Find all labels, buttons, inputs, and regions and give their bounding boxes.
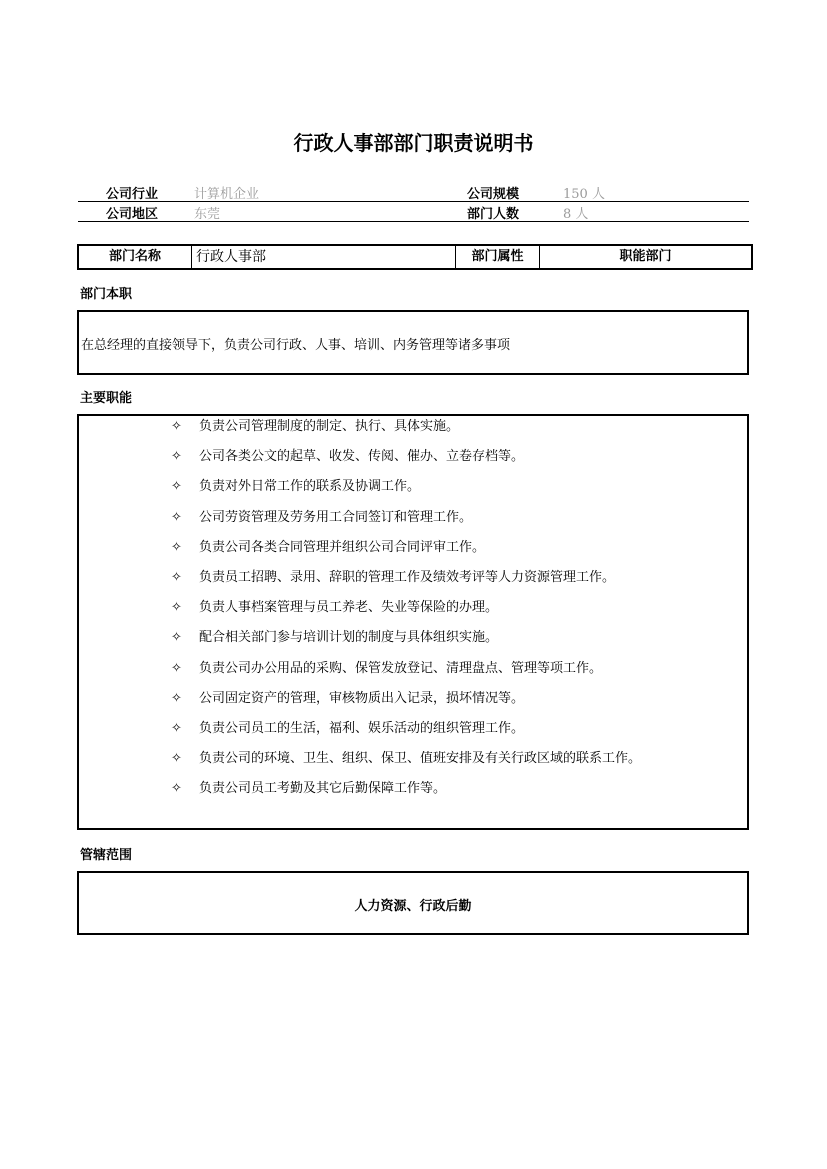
function-item-text: 负责员工招聘、录用、辞职的管理工作及绩效考评等人力资源管理工作。 — [199, 569, 616, 585]
diamond-bullet-icon: ✧ — [171, 690, 182, 706]
function-item-text: 负责人事档案管理与员工养老、失业等保险的办理。 — [199, 600, 499, 616]
diamond-bullet-icon: ✧ — [171, 539, 182, 555]
diamond-bullet-icon: ✧ — [171, 600, 182, 616]
function-item-text: 公司固定资产的管理，审核物质出入记录，损坏情况等。 — [199, 690, 525, 706]
function-item-text: 负责对外日常工作的联系及协调工作。 — [199, 479, 421, 495]
scale-label: 公司规模 — [467, 187, 520, 202]
functions-list — [171, 417, 641, 809]
function-item — [171, 628, 641, 658]
function-item — [171, 508, 641, 538]
scope-text: 人力资源、行政后勤 — [354, 899, 472, 914]
function-item-text: 公司各类公文的起草、收发、传阅、催办、立卷存档等。 — [199, 449, 525, 465]
function-item — [171, 447, 641, 477]
diamond-bullet-icon: ✧ — [171, 660, 182, 676]
scope-box — [77, 871, 749, 935]
function-item-text: 负责公司管理制度的制定、执行、具体实施。 — [199, 419, 460, 434]
function-item — [171, 719, 641, 749]
function-item-text: 配合相关部门参与培训计划的制度与具体组织实施。 — [199, 630, 499, 646]
diamond-bullet-icon: ✧ — [171, 449, 182, 465]
industry-label: 公司行业 — [106, 187, 159, 202]
dept-attr-label: 部门属性 — [456, 246, 540, 268]
function-item — [171, 749, 641, 779]
dept-name-value: 行政人事部 — [192, 246, 456, 268]
industry-value: 计算机企业 — [194, 187, 260, 202]
function-item — [171, 659, 641, 689]
department-table — [77, 244, 753, 270]
page-title: 行政人事部部门职责说明书 — [293, 131, 534, 155]
function-item — [171, 779, 641, 809]
headcount-value: 8 人 — [563, 207, 589, 222]
diamond-bullet-icon: ✧ — [171, 479, 182, 495]
diamond-bullet-icon: ✧ — [171, 720, 182, 736]
company-info-row-2 — [78, 201, 749, 222]
diamond-bullet-icon: ✧ — [171, 781, 182, 797]
diamond-bullet-icon: ✧ — [171, 751, 182, 767]
diamond-bullet-icon: ✧ — [171, 569, 182, 585]
company-info-row-1 — [78, 181, 749, 202]
diamond-bullet-icon: ✧ — [171, 419, 182, 434]
dept-name-label: 部门名称 — [79, 246, 192, 268]
mission-label: 部门本职 — [80, 287, 133, 302]
function-item — [171, 689, 641, 719]
function-item-text: 负责公司各类合同管理并组织公司合同评审工作。 — [199, 539, 486, 555]
function-item-text: 负责公司的环境、卫生、组织、保卫、值班安排及有关行政区域的联系工作。 — [199, 751, 642, 767]
scope-label: 管辖范围 — [80, 848, 133, 863]
mission-text: 在总经理的直接领导下，负责公司行政、人事、培训、内务管理等诸多事项 — [81, 338, 511, 353]
function-item-text: 负责公司员工考勤及其它后勤保障工作等。 — [199, 781, 447, 797]
diamond-bullet-icon: ✧ — [171, 509, 182, 525]
headcount-label: 部门人数 — [467, 207, 520, 222]
function-item-text: 公司劳资管理及劳务用工合同签订和管理工作。 — [199, 509, 473, 525]
functions-box — [77, 414, 749, 830]
dept-attr-value: 职能部门 — [619, 249, 672, 264]
scale-value: 150 人 — [563, 187, 605, 202]
function-item-text: 负责公司办公用品的采购、保管发放登记、清理盘点、管理等项工作。 — [199, 660, 603, 676]
function-item — [171, 598, 641, 628]
region-value: 东莞 — [194, 207, 221, 222]
function-item — [171, 568, 641, 598]
mission-box — [77, 310, 749, 375]
diamond-bullet-icon: ✧ — [171, 630, 182, 646]
functions-label: 主要职能 — [80, 391, 133, 406]
function-item — [171, 538, 641, 568]
region-label: 公司地区 — [106, 207, 159, 222]
function-item-text: 负责公司员工的生活，福利、娱乐活动的组织管理工作。 — [199, 720, 525, 736]
function-item — [171, 477, 641, 507]
function-item — [171, 417, 641, 447]
